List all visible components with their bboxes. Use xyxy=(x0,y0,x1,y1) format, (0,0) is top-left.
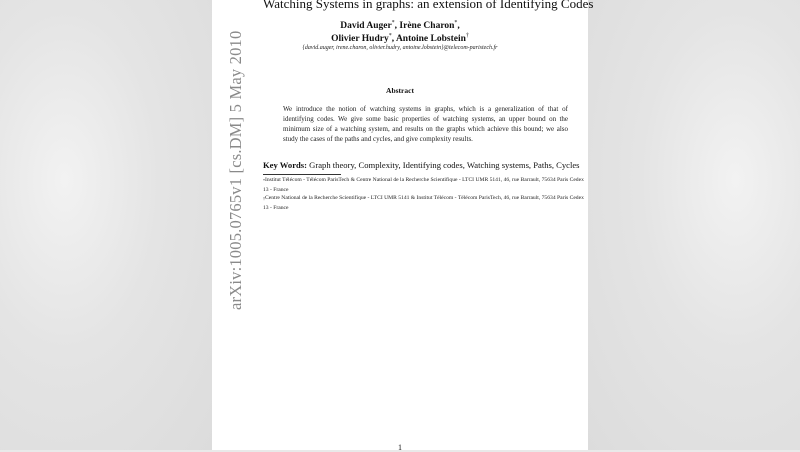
footnote-mark: † xyxy=(263,196,265,201)
author-name: , Irène Charon xyxy=(394,21,455,32)
paper-page xyxy=(212,0,588,450)
authors-line-1 xyxy=(212,20,588,31)
author-emails: {david.auger, irene.charon, olivier.hudry, antoine.lobstein}@telecom-paristech.fr xyxy=(302,45,498,51)
footnote-text: Centre National de la Recherche Scientifique - LTCI UMR 5141 & Institut Télécom - Télécom ParisTech, 46, rue Barrault, 75634 Paris Cedex 13 - France xyxy=(263,195,584,211)
affiliation-mark: * xyxy=(391,20,395,26)
keywords xyxy=(263,160,593,170)
footnote-text: Institut Télécom - Télécom ParisTech & Centre National de la Recherche Scientifique - LTCI UMR 5141, 46, rue Barrault, 75634 Paris Cedex 13 - France xyxy=(263,177,584,193)
abstract-body: We introduce the notion of watching systems in graphs, which is a generalization of that of identifying codes. We give some basic properties of watching systems, an upper bound on the minimum size of a watching system, and results on the graphs which achieve this bound; we also study the cases of the paths and cycles, and give complexity results. xyxy=(283,105,568,143)
arxiv-stamp: arXiv:1005.0765v1 [cs.DM] 5 May 2010 xyxy=(226,30,245,310)
affiliation-mark: * xyxy=(454,20,458,26)
author-name: David Auger xyxy=(340,21,392,32)
footnote-rule xyxy=(263,174,341,175)
affiliation-mark: † xyxy=(465,33,469,39)
footnote-mark: * xyxy=(263,178,265,183)
left-margin-background xyxy=(0,0,215,450)
footnote-1 xyxy=(263,176,588,195)
affiliation-mark: * xyxy=(388,33,392,39)
paper-title: Watching Systems in graphs: an extension of Identifying Codes xyxy=(263,0,594,11)
author-name: , Antoine Lobstein xyxy=(391,34,466,45)
footnote-2 xyxy=(263,194,588,213)
page-number: 1 xyxy=(398,443,402,452)
keywords-list: Graph theory, Complexity, Identifying codes, Watching systems, Paths, Cycles xyxy=(307,160,580,170)
author-separator: , xyxy=(457,21,460,32)
author-name: Olivier Hudry xyxy=(331,34,389,45)
abstract-heading: Abstract xyxy=(386,86,414,95)
authors-line-2 xyxy=(212,33,588,44)
keywords-label: Key Words: xyxy=(263,160,308,170)
right-margin-background xyxy=(585,0,800,450)
